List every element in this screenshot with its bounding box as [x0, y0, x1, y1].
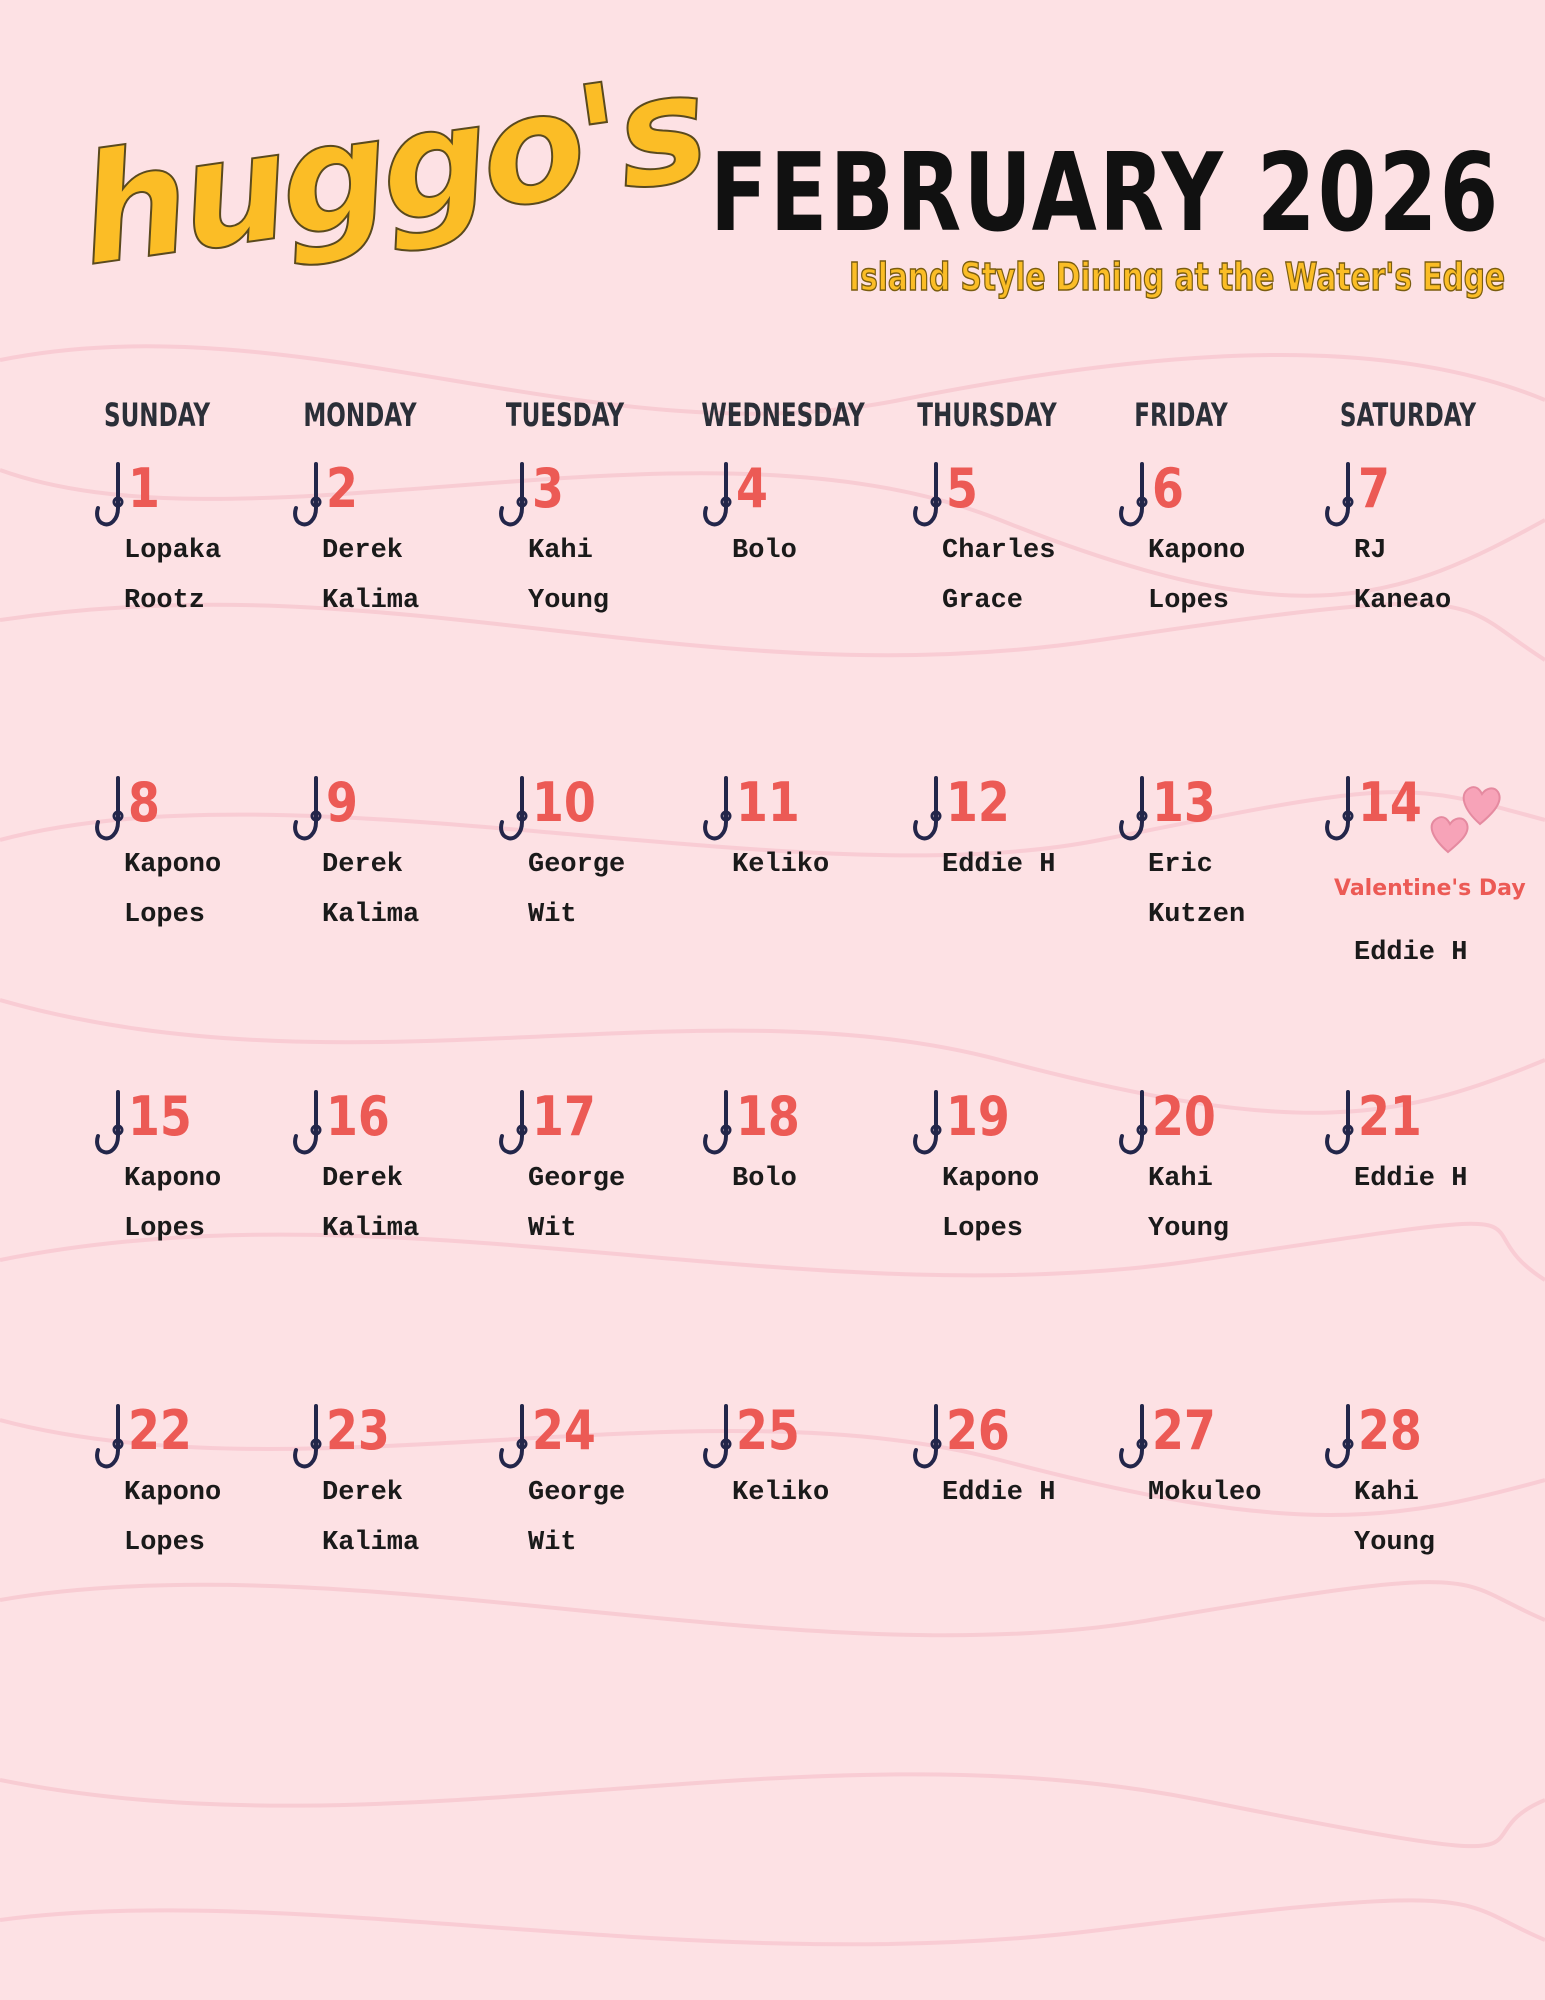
performer-name: Lopaka Rootz	[124, 536, 222, 616]
performer-name: Eddie H	[1354, 1164, 1468, 1194]
weekday-saturday: SATURDAY	[1339, 396, 1477, 434]
fish-hook-icon	[702, 776, 734, 844]
performer-name: Eric Kutzen	[1148, 850, 1246, 930]
weekday-monday: MONDAY	[303, 396, 417, 434]
performer-name: Derek Kalima	[322, 1478, 420, 1558]
day-number: 21	[1358, 1085, 1422, 1148]
performer-name: Kahi Young	[1148, 1164, 1230, 1244]
performer-name: Kapono Lopes	[942, 1164, 1040, 1244]
day-cell-18	[702, 1085, 902, 1390]
day-number: 7	[1358, 457, 1390, 520]
day-cell-17	[498, 1085, 698, 1390]
fish-hook-icon	[702, 462, 734, 530]
huggos-logo: huggo's	[69, 40, 713, 300]
day-number: 2	[326, 457, 358, 520]
day-cell-15	[94, 1085, 294, 1390]
day-number: 26	[946, 1399, 1010, 1462]
fish-hook-icon	[292, 1090, 324, 1158]
day-cell-19	[912, 1085, 1112, 1390]
day-cell-22	[94, 1399, 294, 1704]
fish-hook-icon	[292, 776, 324, 844]
fish-hook-icon	[1324, 1404, 1356, 1472]
fish-hook-icon	[94, 462, 126, 530]
weekday-tuesday: TUESDAY	[505, 396, 625, 434]
performer-name: Bolo	[732, 536, 797, 566]
day-cell-21	[1324, 1085, 1524, 1390]
performer-name: Kahi Young	[1354, 1478, 1436, 1558]
day-number: 10	[532, 771, 596, 834]
fish-hook-icon	[912, 776, 944, 844]
weekday-wednesday: WEDNESDAY	[701, 396, 865, 434]
fish-hook-icon	[912, 1090, 944, 1158]
fish-hook-icon	[1118, 776, 1150, 844]
performer-name: Kapono Lopes	[124, 850, 222, 930]
fish-hook-icon	[702, 1090, 734, 1158]
day-number: 8	[128, 771, 160, 834]
holiday-label: Valentine's Day	[1334, 876, 1526, 901]
day-number: 19	[946, 1085, 1010, 1148]
hearts-icon	[1414, 780, 1504, 860]
day-cell-12	[912, 771, 1112, 1076]
fish-hook-icon	[498, 1404, 530, 1472]
performer-name: George Wit	[528, 850, 626, 930]
day-cell-4	[702, 457, 902, 762]
day-number: 1	[128, 457, 160, 520]
day-number: 22	[128, 1399, 192, 1462]
performer-name: Eddie H	[1354, 938, 1468, 968]
performer-name: Bolo	[732, 1164, 797, 1194]
day-cell-11	[702, 771, 902, 1076]
day-number: 25	[736, 1399, 800, 1462]
day-cell-7	[1324, 457, 1524, 762]
weekday-thursday: THURSDAY	[917, 396, 1057, 434]
fish-hook-icon	[1118, 1090, 1150, 1158]
day-number: 5	[946, 457, 978, 520]
day-cell-5	[912, 457, 1112, 762]
fish-hook-icon	[94, 776, 126, 844]
day-cell-25	[702, 1399, 902, 1704]
day-cell-2	[292, 457, 492, 762]
fish-hook-icon	[912, 1404, 944, 1472]
fish-hook-icon	[94, 1090, 126, 1158]
day-cell-6	[1118, 457, 1318, 762]
day-number: 24	[532, 1399, 596, 1462]
day-cell-10	[498, 771, 698, 1076]
day-cell-3	[498, 457, 698, 762]
performer-name: George Wit	[528, 1164, 626, 1244]
day-number: 17	[532, 1085, 596, 1148]
page-title: FEBRUARY 2026	[710, 131, 1501, 256]
day-number: 28	[1358, 1399, 1422, 1462]
day-cell-27	[1118, 1399, 1318, 1704]
fish-hook-icon	[1324, 462, 1356, 530]
day-number: 27	[1152, 1399, 1216, 1462]
day-cell-8	[94, 771, 294, 1076]
performer-name: Eddie H	[942, 1478, 1056, 1508]
performer-name: George Wit	[528, 1478, 626, 1558]
fish-hook-icon	[498, 1090, 530, 1158]
day-number: 23	[326, 1399, 390, 1462]
day-cell-14	[1324, 771, 1526, 1076]
performer-name: Keliko	[732, 1478, 830, 1508]
performer-name: Kapono Lopes	[124, 1164, 222, 1244]
performer-name: Charles Grace	[942, 536, 1056, 616]
performer-name: RJ Kaneao	[1354, 536, 1452, 616]
fish-hook-icon	[702, 1404, 734, 1472]
day-number: 14	[1358, 771, 1422, 834]
day-number: 6	[1152, 457, 1184, 520]
fish-hook-icon	[1324, 1090, 1356, 1158]
weekday-sunday: SUNDAY	[103, 396, 211, 434]
fish-hook-icon	[498, 462, 530, 530]
performer-name: Kapono Lopes	[124, 1478, 222, 1558]
fish-hook-icon	[498, 776, 530, 844]
day-cell-1	[94, 457, 294, 762]
day-number: 18	[736, 1085, 800, 1148]
performer-name: Derek Kalima	[322, 536, 420, 616]
day-cell-28	[1324, 1399, 1524, 1704]
day-cell-24	[498, 1399, 698, 1704]
fish-hook-icon	[292, 1404, 324, 1472]
day-number: 12	[946, 771, 1010, 834]
fish-hook-icon	[292, 462, 324, 530]
day-number: 15	[128, 1085, 192, 1148]
day-cell-23	[292, 1399, 492, 1704]
performer-name: Mokuleo	[1148, 1478, 1262, 1508]
day-number: 9	[326, 771, 358, 834]
day-number: 3	[532, 457, 564, 520]
day-cell-9	[292, 771, 492, 1076]
day-number: 20	[1152, 1085, 1216, 1148]
page-subtitle: Island Style Dining at the Water's Edge	[848, 255, 1505, 299]
performer-name: Derek Kalima	[322, 1164, 420, 1244]
day-number: 11	[736, 771, 800, 834]
day-cell-20	[1118, 1085, 1318, 1390]
day-number: 16	[326, 1085, 390, 1148]
day-number: 4	[736, 457, 768, 520]
day-cell-26	[912, 1399, 1112, 1704]
day-number: 13	[1152, 771, 1216, 834]
performer-name: Eddie H	[942, 850, 1056, 880]
fish-hook-icon	[1118, 462, 1150, 530]
day-cell-16	[292, 1085, 492, 1390]
performer-name: Kapono Lopes	[1148, 536, 1246, 616]
fish-hook-icon	[1118, 1404, 1150, 1472]
performer-name: Keliko	[732, 850, 830, 880]
performer-name: Kahi Young	[528, 536, 610, 616]
day-cell-13	[1118, 771, 1318, 1076]
fish-hook-icon	[912, 462, 944, 530]
fish-hook-icon	[94, 1404, 126, 1472]
weekday-friday: FRIDAY	[1134, 396, 1228, 434]
fish-hook-icon	[1324, 776, 1356, 844]
performer-name: Derek Kalima	[322, 850, 420, 930]
